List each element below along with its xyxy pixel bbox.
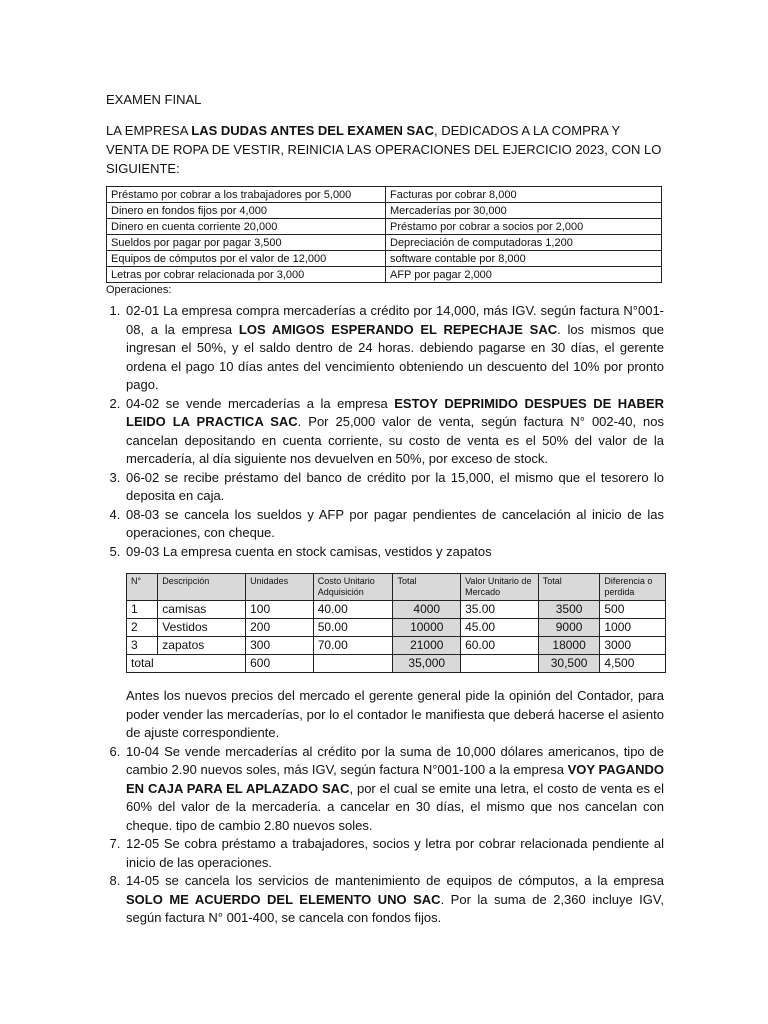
operation-item: [124, 872, 664, 928]
table-cell: 1: [127, 601, 158, 619]
table-row: [107, 235, 662, 251]
page-title: EXAMEN FINAL: [106, 92, 202, 107]
column-header: Total: [538, 574, 600, 601]
table-cell: 1000: [600, 619, 666, 637]
op-text: 14-05 se cancela los servicios de mantenimiento de equipos de cómputos, a la empresa: [126, 873, 664, 888]
table-cell: 9000: [538, 619, 600, 637]
operation-item: [124, 743, 664, 836]
table-cell: 3500: [538, 601, 600, 619]
company-name: VOY PAGANDO EN CAJA PARA EL APLAZADO SAC: [126, 762, 664, 796]
op-text: , por el cual se emite una letra, el costo de venta es el 60% del valor de la mercadería. a cancelar en 30 días, el mismo que nos cancelan con cheque. tipo de cambio 2.80 nuevos soles.: [126, 780, 664, 833]
table-cell: 3000: [600, 637, 666, 655]
column-header: Valor Unitario de Mercado: [461, 574, 539, 601]
table-cell: 30,500: [538, 655, 600, 673]
table-cell: 300: [246, 637, 314, 655]
table-cell: Mercaderías por 30,000: [386, 203, 662, 219]
company-name: LAS DUDAS ANTES DEL EXAMEN SAC: [191, 123, 434, 138]
column-header: Descripción: [158, 574, 246, 601]
operation-item: 4. 08-03 se cancela los sueldos y AFP por pagar pendientes de cancelación al inicio de las operaciones, con cheque.: [124, 506, 664, 543]
company-name: ESTOY DEPRIMIDO DESPUES DE HABER LEIDO LA PRACTICA SAC: [126, 395, 664, 429]
table-cell: Préstamo por cobrar a socios por 2,000: [386, 219, 662, 235]
table-cell: 4000: [393, 601, 461, 619]
table-cell: 500: [600, 601, 666, 619]
table-cell: 600: [246, 655, 314, 673]
table-cell: 3: [127, 637, 158, 655]
table-cell: Letras por cobrar relacionada por 3,000: [107, 267, 386, 283]
table-cell: AFP por pagar 2,000: [386, 267, 662, 283]
table-cell: Dinero en fondos fijos por 4,000: [107, 203, 386, 219]
table-cell: 100: [246, 601, 314, 619]
initial-balances-table: [106, 186, 662, 283]
table-cell: [313, 655, 393, 673]
table-cell: Equipos de cómputos por el valor de 12,000: [107, 251, 386, 267]
table-cell: Préstamo por cobrar a los trabajadores por 5,000: [107, 187, 386, 203]
intro-text: LA EMPRESA: [106, 123, 192, 138]
table-cell: 35,000: [393, 655, 461, 673]
intro-paragraph: [106, 121, 664, 178]
table-cell: Sueldos por pagar por pagar 3,500: [107, 235, 386, 251]
table-row: [127, 601, 666, 619]
table-cell: 50.00: [313, 619, 393, 637]
table-row: [127, 619, 666, 637]
table-cell: 4,500: [600, 655, 666, 673]
table-cell: camisas: [158, 601, 246, 619]
column-header: N°: [127, 574, 158, 601]
table-cell: [461, 655, 539, 673]
table-cell: 18000: [538, 637, 600, 655]
op-text: . los mismos que ingresan el 50%, y el saldo dentro de 24 horas. debiendo pagarse en 30 días, el gerente ordena el pago 10 días antes del vencimiento obteniendo un descuento del 10% por pronto pago.: [126, 321, 664, 392]
op-text: 09-03 La empresa cuenta en stock camisas, vestidos y zapatos: [126, 543, 492, 559]
table-row: [107, 203, 662, 219]
table-row: [127, 637, 666, 655]
table-cell: 45.00: [461, 619, 539, 637]
table-total-row: [127, 655, 666, 673]
table-header-row: [127, 574, 666, 601]
column-header: Costo Unitario Adquisición: [313, 574, 393, 601]
operations-list: [106, 302, 664, 928]
operation-item: [124, 302, 664, 395]
table-cell: Dinero en cuenta corriente 20,000: [107, 219, 386, 235]
operation-item: [124, 395, 664, 469]
table-cell: software contable por 8,000: [386, 251, 662, 267]
table-cell: Vestidos: [158, 619, 246, 637]
op-text: 10-04 Se vende mercaderías al crédito por la suma de 10,000 dólares americanos, tipo de cambio 2.90 nuevos soles, más IGV, según factura N°001-100 a la empresa: [126, 743, 664, 777]
company-name: SOLO ME ACUERDO DEL ELEMENTO UNO SAC: [126, 891, 441, 907]
op-text: 02-01 La empresa compra mercaderías a crédito por 14,000, más IGV. según factura N°001-08, a la empresa: [126, 303, 664, 337]
table-row: [107, 251, 662, 267]
table-cell: 200: [246, 619, 314, 637]
table-cell: Depreciación de computadoras 1,200: [386, 235, 662, 251]
column-header: Total: [393, 574, 461, 601]
operations-label: Operaciones:: [106, 284, 172, 296]
table-cell: 21000: [393, 637, 461, 655]
operation-item: 7. 12-05 Se cobra préstamo a trabajadores, socios y letra por cobrar relacionada pendiente al inicio de las operaciones.: [124, 835, 664, 872]
op-text: . Por la suma de 2,360 incluye IGV, según factura N° 001-400, se cancela con fondos fijos.: [126, 891, 664, 925]
company-name: LOS AMIGOS ESPERANDO EL REPECHAJE SAC: [238, 321, 558, 337]
table-cell: 35.00: [461, 601, 539, 619]
table-row: [107, 187, 662, 203]
op-text: . Por 25,000 valor de venta, según factura N° 002-40, nos cancelan depositando en cuenta corriente, su costo de venta es el 50% del valor de la mercadería, al día siguiente nos devuelven en 50%, por exceso de stock.: [126, 414, 664, 466]
op-text: Antes los nuevos precios del mercado el gerente general pide la opinión del Contador, para poder vender las mercaderías, por lo el contador le manifiesta que deberá hacerse el asiento de ajuste correspondiente.: [126, 688, 664, 740]
operation-item: [124, 543, 664, 743]
table-cell: zapatos: [158, 637, 246, 655]
table-cell: 60.00: [461, 637, 539, 655]
column-header: Diferencia o perdida: [600, 574, 666, 601]
operation-item: 3. 06-02 se recibe préstamo del banco de crédito por la 15,000, el mismo que el tesorero lo deposita en caja.: [124, 469, 664, 506]
stock-table: [126, 573, 666, 673]
table-cell: 40.00: [313, 601, 393, 619]
op-text: 04-02 se vende mercaderías a la empresa: [126, 395, 395, 411]
total-label: total: [127, 655, 246, 673]
table-cell: 2: [127, 619, 158, 637]
table-cell: 70.00: [313, 637, 393, 655]
column-header: Unidades: [246, 574, 314, 601]
table-row: [107, 267, 662, 283]
table-cell: 10000: [393, 619, 461, 637]
table-row: [107, 219, 662, 235]
table-cell: Facturas por cobrar 8,000: [386, 187, 662, 203]
intro-text: , DEDICADOS A LA COMPRA Y VENTA DE ROPA DE VESTIR, REINICIA LAS OPERACIONES DEL EJERCICIO 2023, CON LO SIGUIENTE:: [106, 123, 662, 176]
